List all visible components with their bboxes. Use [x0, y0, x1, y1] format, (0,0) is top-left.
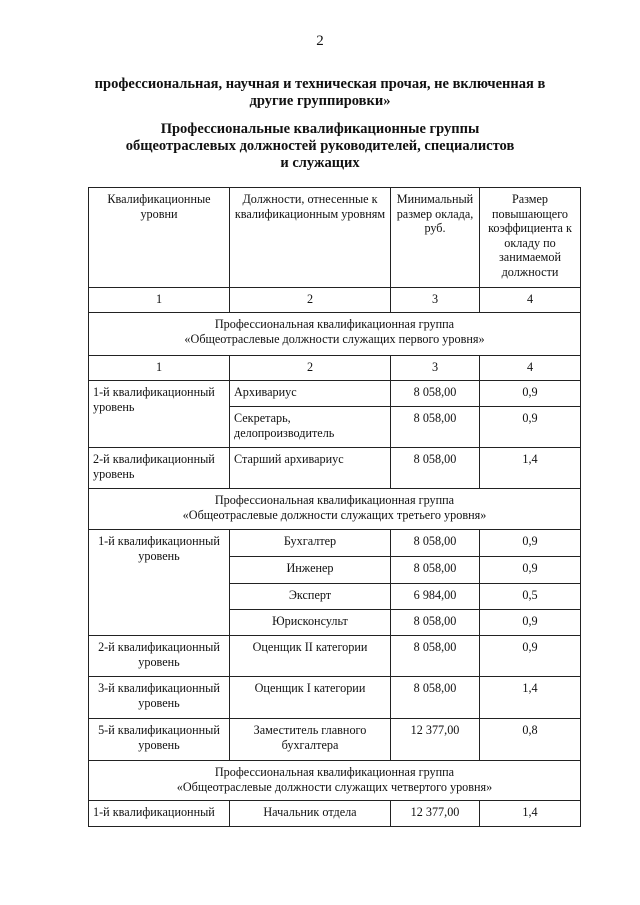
position-cell: Старший архивариус — [230, 448, 391, 489]
level-cell: 1-й квалификационный уровень — [89, 381, 230, 448]
heading-line: другие группировки» — [249, 93, 391, 109]
level-cell: 5-й квалификационный уровень — [89, 719, 230, 761]
group-title — [89, 761, 581, 801]
position-cell: Начальник отдела — [230, 801, 391, 827]
salary-cell: 6 984,00 — [391, 584, 480, 610]
coefficient-cell: 0,9 — [480, 381, 581, 407]
position-cell: Заместитель главного бухгалтера — [230, 719, 391, 761]
salary-cell: 8 058,00 — [391, 610, 480, 636]
group-title-line: «Общеотраслевые должности служащих четвертого уровня» — [176, 779, 493, 794]
column-number: 1 — [89, 288, 230, 313]
header-positions: Должности, отнесенные к квалификационным уровням — [230, 188, 391, 288]
salary-cell: 8 058,00 — [391, 448, 480, 489]
document-title — [60, 121, 580, 172]
coefficient-cell: 0,9 — [480, 530, 581, 557]
column-number: 4 — [480, 356, 581, 381]
table-row — [89, 448, 581, 489]
salary-cell: 8 058,00 — [391, 381, 480, 407]
position-cell: Эксперт — [230, 584, 391, 610]
coefficient-cell: 0,5 — [480, 584, 581, 610]
level-cell: 2-й квалификационный уровень — [89, 636, 230, 677]
level-cell: 1-й квалификационный — [89, 801, 230, 827]
table-row — [89, 636, 581, 677]
coefficient-cell: 0,9 — [480, 610, 581, 636]
qualification-groups-table — [88, 187, 581, 827]
salary-cell: 8 058,00 — [391, 530, 480, 557]
title-line: и служащих — [280, 155, 360, 171]
table-row — [89, 381, 581, 407]
heading-line: профессиональная, научная и техническая прочая, не включенная в — [94, 76, 546, 92]
position-cell: Инженер — [230, 557, 391, 584]
group-header-row — [89, 313, 581, 356]
salary-cell: 8 058,00 — [391, 677, 480, 719]
header-levels: Квалификационные уровни — [89, 188, 230, 288]
table-row — [89, 719, 581, 761]
group-header-row — [89, 761, 581, 801]
table-row — [89, 677, 581, 719]
column-number: 1 — [89, 356, 230, 381]
title-line: общеотраслевых должностей руководителей, специалистов — [125, 138, 515, 154]
coefficient-cell: 1,4 — [480, 801, 581, 827]
header-salary: Минимальный размер оклада, руб. — [391, 188, 480, 288]
group-title — [89, 313, 581, 356]
level-cell: 1-й квалификационный уровень — [89, 530, 230, 636]
position-cell: Оценщик I категории — [230, 677, 391, 719]
title-line: Профессиональные квалификационные группы — [160, 121, 480, 137]
coefficient-cell: 1,4 — [480, 448, 581, 489]
group-title-line: Профессиональная квалификационная группа — [214, 317, 455, 331]
position-cell: Оценщик II категории — [230, 636, 391, 677]
coefficient-cell: 0,8 — [480, 719, 581, 761]
position-cell: Юрисконсульт — [230, 610, 391, 636]
group-title-line: Профессиональная квалификационная группа — [214, 765, 455, 779]
column-number: 2 — [230, 288, 391, 313]
group-title-line: Профессиональная квалификационная группа — [214, 493, 455, 507]
level-cell: 3-й квалификационный уровень — [89, 677, 230, 719]
coefficient-cell: 0,9 — [480, 557, 581, 584]
salary-cell: 8 058,00 — [391, 407, 480, 448]
coefficient-cell: 0,9 — [480, 636, 581, 677]
column-number: 3 — [391, 356, 480, 381]
group-title-line: «Общеотраслевые должности служащих первого уровня» — [184, 331, 485, 346]
coefficient-cell: 0,9 — [480, 407, 581, 448]
salary-cell: 12 377,00 — [391, 719, 480, 761]
group-title — [89, 489, 581, 530]
salary-cell: 8 058,00 — [391, 636, 480, 677]
position-cell: Архивариус — [230, 381, 391, 407]
column-number: 2 — [230, 356, 391, 381]
page-number: 2 — [316, 33, 324, 49]
header-row — [89, 188, 581, 288]
column-number: 4 — [480, 288, 581, 313]
table-row — [89, 530, 581, 557]
table-row — [89, 801, 581, 827]
coefficient-cell: 1,4 — [480, 677, 581, 719]
header-coefficient: Размер повышающего коэффициента к окладу по занимаемой должности — [480, 188, 581, 288]
position-cell: Бухгалтер — [230, 530, 391, 557]
group-header-row — [89, 489, 581, 530]
salary-cell: 12 377,00 — [391, 801, 480, 827]
level-cell: 2-й квалификационный уровень — [89, 448, 230, 489]
position-cell: Секретарь, делопроизводитель — [230, 407, 391, 448]
column-number-row — [89, 356, 581, 381]
column-number-row — [89, 288, 581, 313]
column-number: 3 — [391, 288, 480, 313]
continued-heading — [60, 76, 580, 110]
salary-cell: 8 058,00 — [391, 557, 480, 584]
group-title-line: «Общеотраслевые должности служащих третьего уровня» — [182, 507, 487, 522]
